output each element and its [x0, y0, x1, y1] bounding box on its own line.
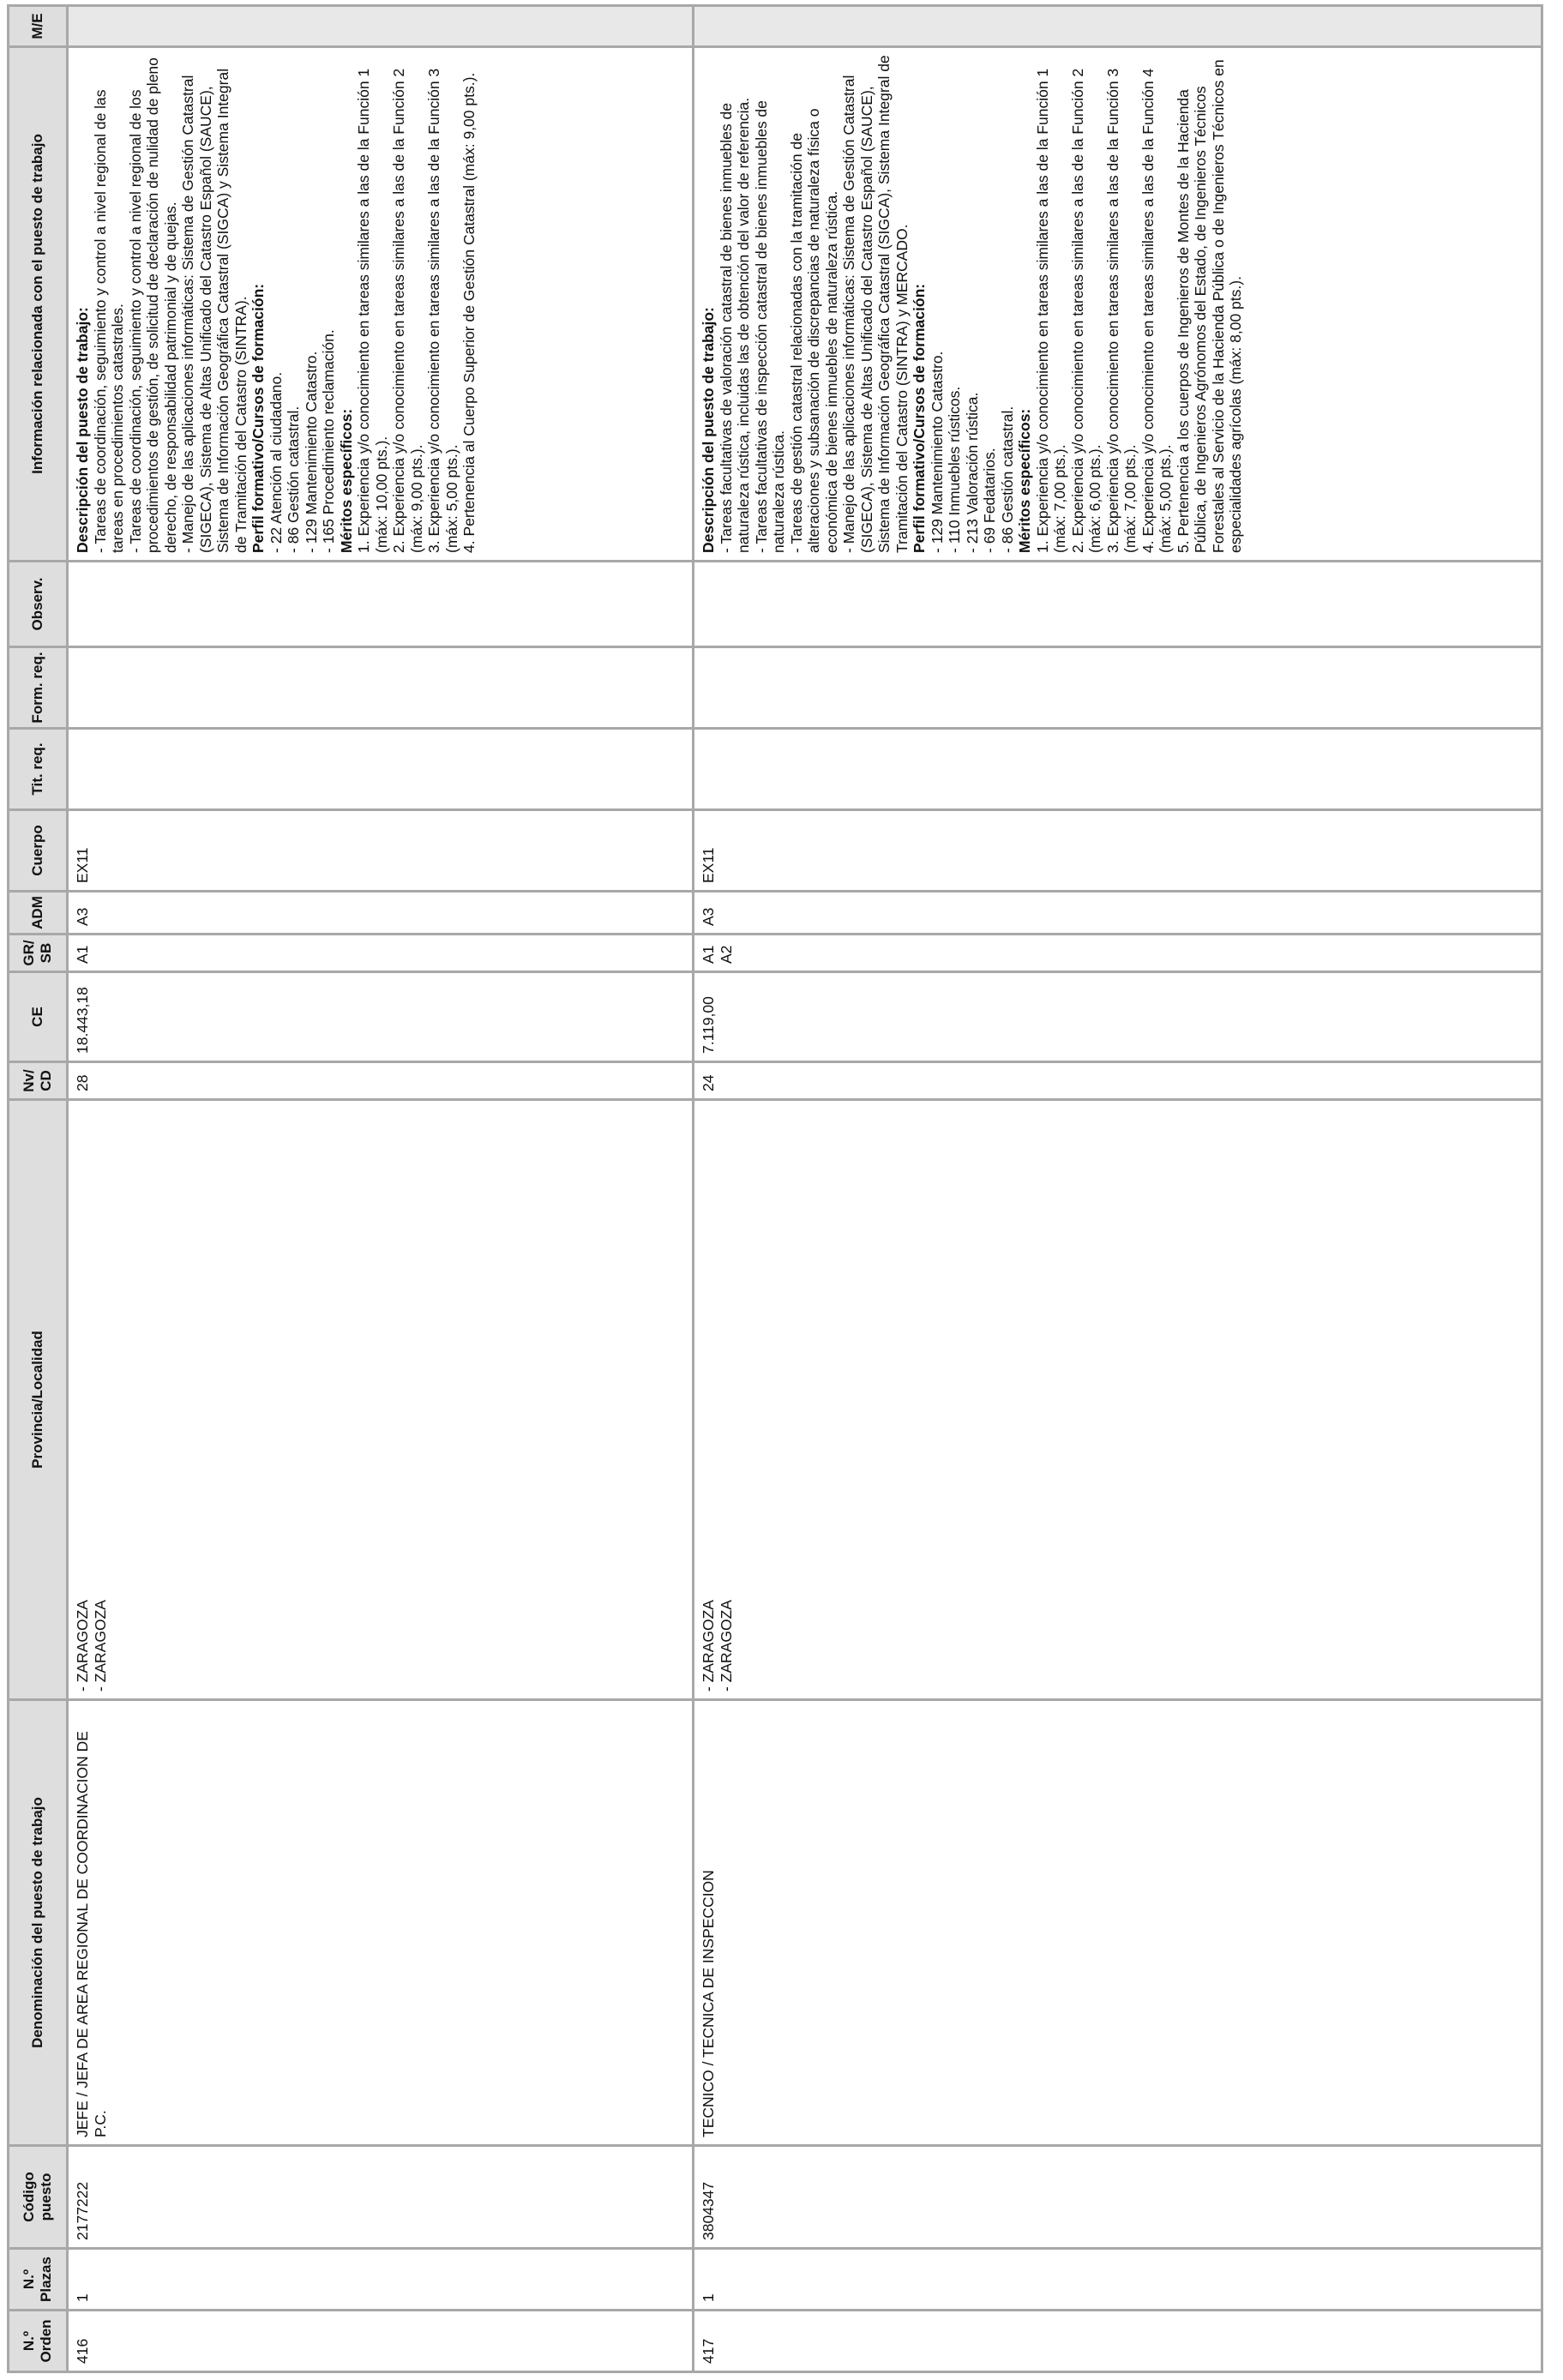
grupo-line: A2: [717, 945, 735, 964]
descripcion-item: - Tareas facultativas de inspección catastral de bienes inmuebles de naturaleza rústica.: [752, 100, 787, 553]
provincia-line: - ZARAGOZA: [91, 1600, 109, 1692]
descripcion-heading: Descripción del puesto de trabajo:: [74, 307, 91, 553]
merito-item: 2. Experiencia y/o conocimiento en tareas similares a las de la Función 2 (máx: 9,00 pts.).: [390, 68, 425, 553]
cell-ce: 7.119,00: [694, 972, 1542, 1062]
cell-adm: A3: [68, 892, 694, 935]
header-grupo: GR/ SB: [9, 935, 68, 972]
header-orden: N.º Orden: [9, 2311, 68, 2372]
cell-ce: 18.443,18: [68, 972, 694, 1062]
meritos-heading: Méritos específicos:: [1016, 408, 1033, 553]
header-denominacion: Denominación del puesto de trabajo: [9, 1700, 68, 2146]
perfil-item: - 165 Procedimiento reclamación.: [320, 329, 337, 553]
header-adm: ADM: [9, 892, 68, 935]
descripcion-item: - Manejo de las aplicaciones informáticas: Sistema de Gestión Catastral (SIGECA), Sistema de Altas Unificado del Catastro Español (SAUCE), Sistema de Información Geográfica Catastral (SIGCA) y Sistema Integral de Tramitación del Catastro (SINTRA).: [179, 68, 249, 553]
header-nivel: Nv/ CD: [9, 1062, 68, 1100]
header-ce: CE: [9, 972, 68, 1062]
merito-item: 3. Experiencia y/o conocimiento en tareas similares a las de la Función 3 (máx: 5,00 pts.).: [425, 68, 460, 553]
merito-item: 5. Pertenencia a los cuerpos de Ingenieros de Montes de la Hacienda Pública, de Ingenieros Agrónomos del Estado, de Ingenieros Técnicos Forestales al Servicio de la Hacienda Pública o de Ingenieros Técnicos en especialidades agrícolas (máx: 8,00 pts.).: [1174, 59, 1244, 553]
table-row: [694, 6, 1542, 2372]
cell-orden: 416: [68, 2311, 694, 2372]
cell-provincia: [68, 1100, 694, 1700]
header-me: M/E: [9, 6, 68, 47]
descripcion-item: - Tareas de coordinación, seguimiento y control a nivel regional de las tareas en procedimientos catastrales.: [91, 89, 126, 553]
cell-adm: A3: [694, 892, 1542, 935]
provincia-line: - ZARAGOZA: [700, 1600, 717, 1692]
header-provincia: Provincia/Localidad: [9, 1100, 68, 1700]
cell-codigo: 2177222: [68, 2146, 694, 2249]
cell-cuerpo: EX11: [68, 810, 694, 892]
perfil-item: - 129 Mantenimiento Catastro.: [928, 351, 946, 553]
cell-denominacion: JEFE / JEFA DE AREA REGIONAL DE COORDINACION DE P.C.: [68, 1700, 694, 2146]
cell-cuerpo: EX11: [694, 810, 1542, 892]
merito-item: 4. Experiencia y/o conocimiento en tareas similares a las de la Función 4 (máx: 5,00 pts.).: [1139, 68, 1174, 553]
provincia-line: - ZARAGOZA: [74, 1600, 91, 1692]
perfil-item: - 69 Fedatarios.: [981, 448, 998, 553]
header-plazas: N.º Plazas: [9, 2249, 68, 2311]
cell-informacion: [694, 47, 1542, 562]
cell-nivel: 28: [68, 1062, 694, 1100]
descripcion-item: - Tareas facultativas de valoración catastral de bienes inmuebles de naturaleza rústica, incluidas las de obtención del valor de referencia.: [717, 97, 752, 553]
cell-plazas: 1: [694, 2249, 1542, 2311]
merito-item: 2. Experiencia y/o conocimiento en tareas similares a las de la Función 2 (máx: 6,00 pts.).: [1068, 68, 1103, 553]
cell-formacion: [68, 647, 694, 729]
descripcion-item: - Tareas de coordinación, seguimiento y control a nivel regional de los procedimientos de gestión, de solicitud de declaración de nulidad de pleno derecho, de responsabilidad patrimonial y de quejas.: [126, 57, 179, 553]
merito-item: 1. Experiencia y/o conocimiento en tareas similares a las de la Función 1 (máx: 10,00 pts.).: [355, 68, 390, 553]
cell-titulacion: [68, 729, 694, 810]
header-informacion: Información relacionada con el puesto de trabajo: [9, 47, 68, 562]
header-cuerpo: Cuerpo: [9, 810, 68, 892]
cell-observ: [68, 562, 694, 647]
cell-provincia: [694, 1100, 1542, 1700]
header-row: [9, 6, 68, 2372]
meritos-heading: Méritos específicos:: [337, 408, 355, 553]
cell-codigo: 3804347: [694, 2146, 1542, 2249]
header-titulacion: Tit. req.: [9, 729, 68, 810]
perfil-item: - 86 Gestión catastral.: [285, 406, 302, 553]
descripcion-item: - Manejo de las aplicaciones informáticas: Sistema de Gestión Catastral (SIGECA), Sistema de Altas Unificado del Catastro Español (SAUCE), Sistema de Información Geográfica Catastral (SIGCA), Sistema Integral de Tramitación del Catastro (SINTRA) y MERCADO.: [840, 55, 911, 553]
provincia-line: - ZARAGOZA: [717, 1600, 735, 1692]
merito-item: 1. Experiencia y/o conocimiento en tareas similares a las de la Función 1 (máx: 7,00 pts.).: [1033, 68, 1068, 553]
header-formacion: Form. req.: [9, 647, 68, 729]
perfil-item: - 110 Inmuebles rústicos.: [946, 386, 963, 553]
table-row: [68, 6, 694, 2372]
cell-informacion: [68, 47, 694, 562]
grupo-line: A1: [700, 945, 717, 964]
cell-observ: [694, 562, 1542, 647]
header-observ: Observ.: [9, 562, 68, 647]
cell-grupo: [68, 935, 694, 972]
cell-orden: 417: [694, 2311, 1542, 2372]
cell-nivel: 24: [694, 1062, 1542, 1100]
descripcion-heading: Descripción del puesto de trabajo:: [700, 307, 717, 553]
cell-me: [694, 6, 1542, 47]
cell-plazas: 1: [68, 2249, 694, 2311]
descripcion-item: - Tareas de gestión catastral relacionadas con la tramitación de alteraciones y subsanación de discrepancias de naturaleza física o económica de bienes inmuebles de naturaleza rústica.: [787, 108, 840, 553]
header-codigo: Código puesto: [9, 2146, 68, 2249]
merito-item: 4. Pertenencia al Cuerpo Superior de Gestión Catastral (máx: 9,00 pts.).: [460, 72, 478, 553]
cell-denominacion: TECNICO / TECNICA DE INSPECCION: [694, 1700, 1542, 2146]
cell-grupo: [694, 935, 1542, 972]
perfil-item: - 213 Valoración rústica.: [963, 392, 981, 553]
perfil-heading: Perfil formativo/Cursos de formación:: [249, 283, 267, 553]
perfil-item: - 129 Mantenimiento Catastro.: [302, 351, 320, 553]
vacancy-table: [7, 4, 1543, 2373]
perfil-heading: Perfil formativo/Cursos de formación:: [911, 283, 928, 553]
merito-item: 3. Experiencia y/o conocimiento en tareas similares a las de la Función 3 (máx: 7,00 pts.).: [1103, 68, 1139, 553]
perfil-item: - 22 Atención al ciudadano.: [267, 371, 285, 553]
cell-titulacion: [694, 729, 1542, 810]
grupo-line: A1: [74, 945, 91, 964]
cell-formacion: [694, 647, 1542, 729]
cell-me: [68, 6, 694, 47]
perfil-item: - 86 Gestión catastral.: [998, 406, 1016, 553]
